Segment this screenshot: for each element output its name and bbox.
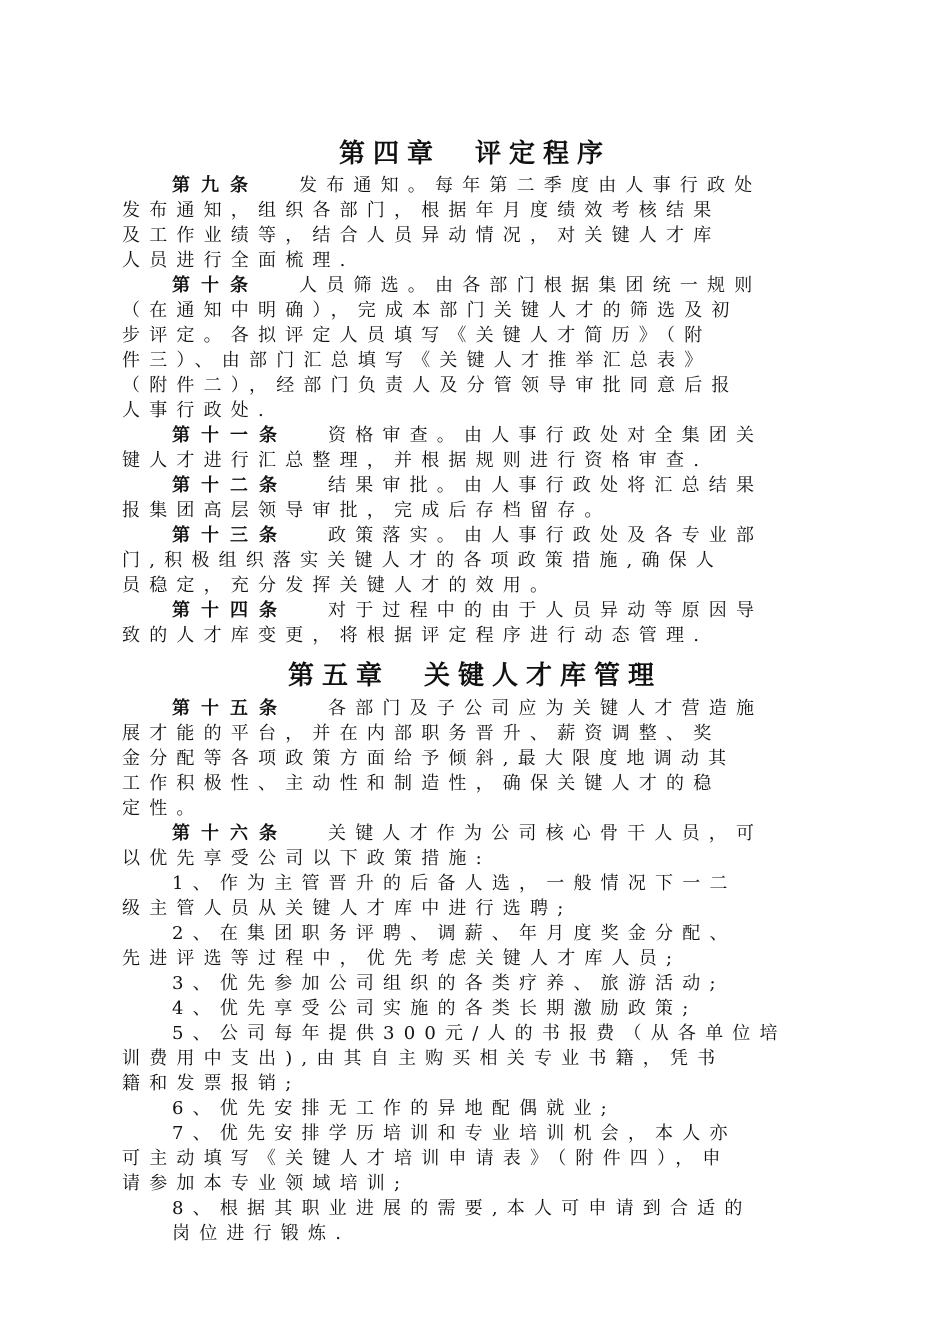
article-15-line-1: 第十五条 各部门及子公司应为关键人才营造施 (172, 698, 764, 719)
list-item-5-line-3: 籍和发票报销; (122, 1073, 301, 1094)
article-13-label: 第十三条 (172, 525, 288, 546)
article-12-line-2: 报集团高层领导审批，完成后存档留存。 (122, 500, 612, 521)
list-item-2-line-1: 2、在集团职务评聘、调薪、年月度奖金分配、 (172, 923, 737, 944)
article-9-line-2: 发布通知，组织各部门，根据年月度绩效考核结果 (122, 200, 721, 221)
article-15-line-4: 工作积极性、主动性和制造性，确保关键人才的稳 (122, 773, 721, 794)
article-11-line-2: 键人才进行汇总整理，并根据规则进行资格审查. (122, 450, 709, 471)
article-16-label: 第十六条 (172, 823, 288, 844)
list-item-6: 6、优先安排无工作的异地配偶就业; (172, 1098, 616, 1119)
article-16-line-2: 以优先享受公司以下政策措施: (122, 848, 491, 869)
article-10-line-5: （附件二），经部门负责人及分管领导审批同意后报 (122, 375, 739, 396)
article-10-line-1: 第十条 人员筛选。由各部门根据集团统一规则 (172, 275, 762, 296)
article-9-line-3: 及工作业绩等，结合人员异动情况，对关键人才库 (122, 225, 721, 246)
list-item-2-line-2: 先进评选等过程中，优先考虑关键人才库人员; (122, 948, 682, 969)
article-10-label: 第十条 (172, 275, 259, 296)
article-13-line-1: 第十三条 政策落实。由人事行政处及各专业部 (172, 525, 764, 546)
list-item-7-line-1: 7、优先安排学历培训和专业培训机会，本人亦 (172, 1123, 737, 1144)
article-10-line-2: （在通知中明确），完成本部门关键人才的筛选及初 (122, 300, 739, 321)
article-13-line-2: 门,积极组织落实关键人才的各项政策措施,确保人 (122, 550, 724, 571)
article-12-line-1: 第十二条 结果审批。由人事行政处将汇总结果 (172, 475, 764, 496)
list-item-7-line-3: 请参加本专业领域培训; (122, 1173, 410, 1194)
article-14-label: 第十四条 (172, 600, 288, 621)
article-12-label: 第十二条 (172, 475, 288, 496)
article-10-line-4: 件三）、由部门汇总填写《关键人才推举汇总表》 (122, 350, 712, 371)
article-15-line-3: 金分配等各项政策方面给予倾斜,最大限度地调动其 (122, 748, 736, 769)
list-item-7-line-2: 可主动填写《关键人才培训申请表》（附件四），申 (122, 1148, 730, 1169)
article-16-line-1: 第十六条 关键人才作为公司核心骨干人员，可 (172, 823, 764, 844)
list-item-8-line-1: 8、根据其职业进展的需要,本人可申请到合适的 (172, 1198, 752, 1219)
article-11-line-1: 第十一条 资格审查。由人事行政处对全集团关 (172, 425, 764, 446)
list-item-8-line-2: 岗位进行锻炼. (172, 1223, 351, 1244)
list-item-5-line-2: 训费用中支出),由其自主购买相关专业书籍，凭书 (122, 1048, 725, 1069)
article-10-line-6: 人事行政处. (122, 400, 273, 421)
article-14-line-2: 致的人才库变更，将根据评定程序进行动态管理. (122, 625, 709, 646)
chapter-4-heading: 第四章 评定程序 (338, 139, 611, 169)
list-item-1-line-2: 级主管人员从关键人才库中进行选聘; (122, 898, 573, 919)
article-15-line-2: 展才能的平台，并在内部职务晋升、薪资调整、奖 (122, 723, 721, 744)
list-item-1-line-1: 1、作为主管晋升的后备人选，一般情况下一二 (172, 873, 737, 894)
article-11-label: 第十一条 (172, 425, 288, 446)
article-9-line-4: 人员进行全面梳理. (122, 250, 355, 271)
list-item-4: 4、优先享受公司实施的各类长期激励政策; (172, 998, 698, 1019)
article-15-label: 第十五条 (172, 698, 288, 719)
chapter-5-heading: 第五章 关键人才库管理 (287, 661, 662, 691)
article-9-label: 第九条 (172, 175, 259, 196)
list-item-5-line-1: 5、公司每年提供300元/人的书报费（从各单位培 (172, 1023, 787, 1044)
article-9-line-1: 第九条 发布通知。每年第二季度由人事行政处 (172, 175, 762, 196)
list-item-3: 3、优先参加公司组织的各类疗养、旅游活动; (172, 973, 725, 994)
article-14-line-1: 第十四条 对于过程中的由于人员异动等原因导 (172, 600, 764, 621)
article-10-line-3: 步评定。各拟评定人员填写《关键人才简历》（附 (122, 325, 712, 346)
article-13-line-3: 员稳定，充分发挥关键人才的效用。 (122, 575, 558, 596)
article-15-line-5: 定性。 (122, 798, 204, 819)
